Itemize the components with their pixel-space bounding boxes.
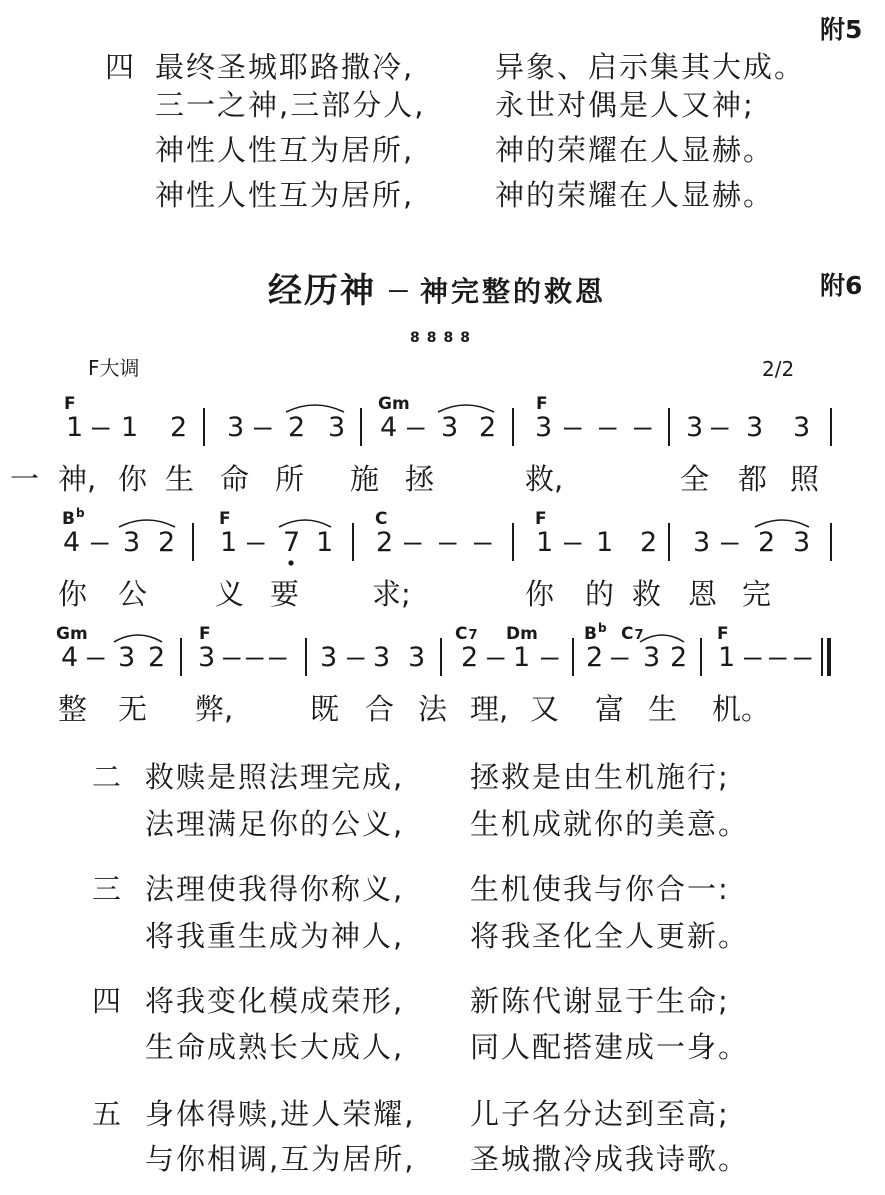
verse-line-left: 法理满足你的公义, — [145, 807, 405, 841]
chord-extension: 7 — [634, 628, 644, 643]
note-dash: — — [540, 642, 560, 673]
barline — [512, 523, 514, 561]
tie — [286, 405, 344, 412]
verse-number: 一 — [10, 462, 40, 496]
note-dash: — — [438, 527, 458, 558]
chord-flat-sign: b — [75, 506, 85, 520]
note: 3 — [373, 642, 391, 673]
lyric-syllable: 恩 — [688, 577, 718, 611]
note-dash: — — [473, 527, 493, 558]
note: 1 — [536, 527, 554, 558]
note: 3 — [793, 527, 811, 558]
note-dash: — — [598, 412, 618, 443]
note: 4 — [61, 642, 79, 673]
stanza-line-right: 永世对偶是人又神; — [495, 88, 755, 122]
verse-line-right: 同人配搭建成一身。 — [470, 1030, 750, 1064]
stanza-line-left: 神性人性互为居所, — [155, 133, 415, 167]
tie — [114, 635, 162, 642]
note: 3 — [793, 412, 811, 443]
lyric-syllable: 又 — [530, 692, 560, 726]
note: 3 — [643, 642, 661, 673]
chord-symbol: Gm — [378, 394, 410, 414]
note: 2 — [170, 412, 188, 443]
verse-number: 四 — [92, 984, 124, 1018]
barline — [512, 408, 514, 446]
lyric-syllable: 公 — [118, 577, 148, 611]
note: 2 — [461, 642, 479, 673]
barline — [192, 523, 194, 561]
lyric-syllable: 理, — [470, 692, 509, 726]
verse-line-left: 与你相调,互为居所, — [145, 1142, 416, 1176]
lyric-syllable: 富 — [595, 692, 625, 726]
verse-number: 五 — [92, 1097, 124, 1131]
verse-number: 三 — [92, 872, 124, 906]
barline — [305, 638, 307, 676]
lyric-syllable: 要 — [270, 577, 300, 611]
note: 2 — [640, 527, 658, 558]
lyric-syllable: 全 — [680, 462, 710, 496]
note: 2 — [158, 527, 176, 558]
chord-extension: 7 — [468, 628, 478, 643]
lyric-syllable: 生 — [648, 692, 678, 726]
stanza-line-left: 最终圣城耶路撒冷, — [155, 50, 415, 84]
lyric-syllable: 法 — [418, 692, 448, 726]
barline — [830, 523, 832, 561]
stanza-line-right: 神的荣耀在人显赫。 — [495, 133, 775, 167]
note-dash: — — [245, 642, 265, 673]
lyric-syllable: 求; — [372, 577, 411, 611]
time-signature: 2/2 — [762, 357, 795, 381]
lyric-syllable: 生 — [165, 462, 195, 496]
chord-symbol: F — [535, 509, 547, 529]
title-separator: — — [388, 275, 409, 305]
final-barline-thin — [821, 638, 823, 676]
verse-line-left: 生命成熟长大成人, — [145, 1030, 405, 1064]
note: 3 — [746, 412, 764, 443]
chord-symbol: F — [717, 624, 729, 644]
note-dash: — — [793, 642, 813, 673]
stanza-line-right: 异象、启示集其大成。 — [495, 50, 806, 84]
barline — [572, 638, 574, 676]
note: 3 — [123, 527, 141, 558]
note: 1 — [513, 642, 531, 673]
lyric-syllable: 施 — [350, 462, 380, 496]
note: 3 — [198, 642, 216, 673]
note-dash: — — [86, 642, 106, 673]
lower-octave-dot — [288, 560, 293, 565]
note: 1 — [596, 527, 614, 558]
note-dash: — — [743, 642, 763, 673]
note-dash: — — [633, 412, 653, 443]
hymn-subtitle: 神完整的救恩 — [420, 275, 607, 308]
lyric-syllable: 机。 — [712, 692, 771, 726]
note-dash: — — [563, 412, 583, 443]
stanza-line-right: 神的荣耀在人显赫。 — [495, 178, 775, 212]
lyric-syllable: 弊, — [195, 692, 234, 726]
note: 3 — [441, 412, 459, 443]
note-dash: — — [406, 412, 426, 443]
note: 3 — [118, 642, 136, 673]
note: 2 — [670, 642, 688, 673]
stanza-line-left: 三一之神,三部分人, — [155, 88, 426, 122]
note: 2 — [586, 642, 604, 673]
note-dash: — — [563, 527, 583, 558]
note: 1 — [316, 527, 334, 558]
note-dash: — — [346, 642, 366, 673]
barline — [830, 408, 832, 446]
note-dash: — — [246, 527, 266, 558]
barline — [440, 638, 442, 676]
barline — [700, 638, 702, 676]
note-dash: — — [90, 527, 110, 558]
lyric-syllable: 都 — [738, 462, 768, 496]
note-dash: — — [610, 642, 630, 673]
verse-number: 二 — [92, 760, 124, 794]
lyric-syllable: 你 — [525, 577, 555, 611]
note: 3 — [693, 527, 711, 558]
chord-symbol — [62, 506, 85, 529]
note-dash: — — [253, 412, 273, 443]
chord-symbol — [455, 626, 478, 643]
verse-line-right: 生机使我与你合一: — [470, 872, 730, 906]
verse-line-right: 儿子名分达到至高; — [470, 1097, 730, 1131]
appendix-label: 附5 — [820, 15, 863, 44]
lyric-syllable: 你 — [118, 462, 148, 496]
hymn-title: 经历神 — [268, 271, 376, 311]
lyric-syllable: 你 — [58, 577, 88, 611]
lyric-syllable: 义 — [215, 577, 245, 611]
note: 3 — [320, 642, 338, 673]
note: 2 — [479, 412, 497, 443]
verse-line-right: 圣城撒冷成我诗歌。 — [470, 1142, 750, 1176]
appendix-label: 附6 — [820, 271, 863, 300]
chord-root: B — [584, 624, 597, 644]
chord-root: B — [62, 509, 75, 529]
lyric-syllable: 拯 — [405, 462, 435, 496]
note: 1 — [66, 412, 84, 443]
lyric-syllable: 整 — [58, 692, 88, 726]
verse-line-left: 法理使我得你称义, — [145, 872, 405, 906]
chord-symbol: Gm — [56, 624, 88, 644]
lyric-syllable: 照 — [790, 462, 820, 496]
note: 4 — [63, 527, 81, 558]
verse-line-right: 将我圣化全人更新。 — [470, 919, 750, 953]
note: 3 — [227, 412, 245, 443]
note: 3 — [408, 642, 426, 673]
note-dash: — — [710, 412, 730, 443]
lyric-syllable: 神, — [58, 462, 97, 496]
note-dash: — — [403, 527, 423, 558]
chord-symbol: Dm — [506, 624, 538, 644]
chord-flat-sign: b — [597, 621, 607, 635]
note: 2 — [288, 412, 306, 443]
chord-symbol: F — [64, 394, 76, 414]
note: 2 — [758, 527, 776, 558]
verse-line-right: 拯救是由生机施行; — [470, 760, 730, 794]
chord-symbol: F — [219, 509, 231, 529]
barline — [180, 638, 182, 676]
tie — [119, 520, 175, 527]
lyric-syllable: 命 — [220, 462, 250, 496]
chord-symbol — [584, 621, 607, 644]
lyric-syllable: 的 — [585, 577, 615, 611]
verse-line-right: 新陈代谢显于生命; — [470, 984, 730, 1018]
barline — [203, 408, 205, 446]
note: 1 — [121, 412, 139, 443]
verse-line-left: 救赎是照法理完成, — [145, 760, 405, 794]
note-dash: — — [91, 412, 111, 443]
stanza-line-left: 神性人性互为居所, — [155, 178, 415, 212]
lyric-syllable: 救 — [632, 577, 662, 611]
barline — [360, 408, 362, 446]
lyric-syllable: 救, — [525, 462, 564, 496]
lyric-syllable: 所 — [275, 462, 305, 496]
lyric-syllable: 完 — [742, 577, 772, 611]
verse-line-left: 身体得赎,进人荣耀, — [145, 1097, 416, 1131]
chord-symbol: F — [536, 394, 548, 414]
chord-symbol: F — [199, 624, 211, 644]
note: 1 — [718, 642, 736, 673]
stanza-number: 四 — [105, 50, 137, 84]
note: 3 — [535, 412, 553, 443]
chord-symbol — [621, 626, 644, 643]
key-signature: F大调 — [88, 356, 140, 380]
note-dash: — — [222, 642, 242, 673]
verse-line-right: 生机成就你的美意。 — [470, 807, 750, 841]
chord-root: C — [621, 624, 634, 644]
note: 1 — [220, 527, 238, 558]
note: 2 — [376, 527, 394, 558]
note-dash: — — [268, 642, 288, 673]
lyric-syllable: 既 — [310, 692, 340, 726]
barline — [668, 523, 670, 561]
lyric-syllable: 合 — [365, 692, 395, 726]
final-barline-thick — [827, 638, 831, 676]
note: 2 — [148, 642, 166, 673]
note-lower-octave: 7 — [283, 527, 301, 558]
note: 3 — [686, 412, 704, 443]
barline — [352, 523, 354, 561]
chord-root: C — [455, 624, 468, 644]
verse-line-left: 将我变化模成荣形, — [145, 984, 405, 1018]
tie — [279, 520, 331, 527]
lyric-syllable: 无 — [118, 692, 148, 726]
note-dash: — — [768, 642, 788, 673]
tie — [438, 405, 494, 412]
note: 4 — [380, 412, 398, 443]
verse-line-left: 将我重生成为神人, — [145, 919, 405, 953]
meter: 8888 — [410, 330, 477, 346]
barline — [668, 408, 670, 446]
note: 3 — [328, 412, 346, 443]
tie — [755, 520, 809, 527]
tie — [640, 635, 684, 642]
note-dash: — — [486, 642, 506, 673]
note-dash: — — [720, 527, 740, 558]
chord-symbol: C — [375, 509, 388, 529]
